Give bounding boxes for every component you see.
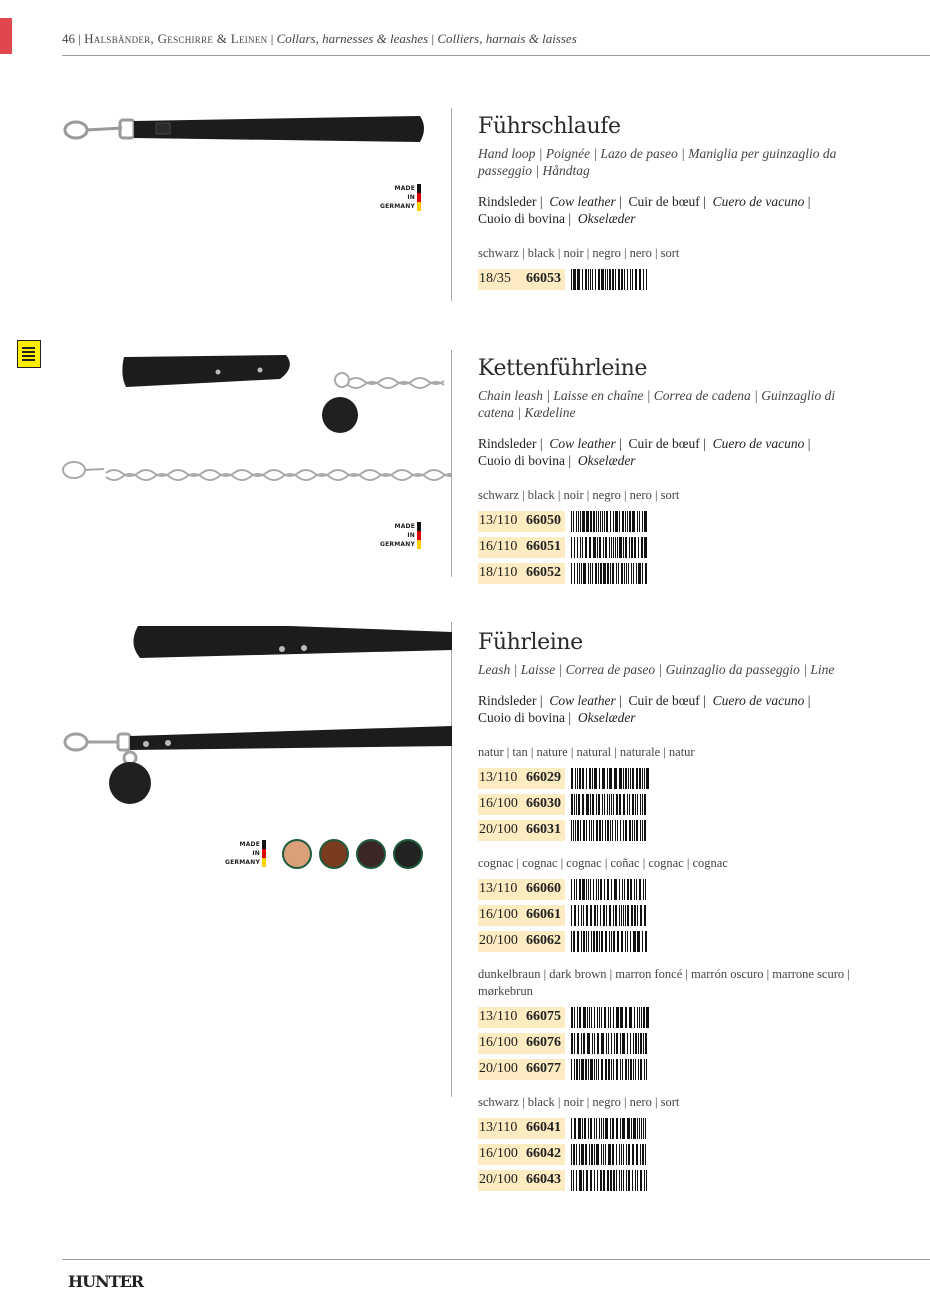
barcode <box>571 1007 649 1028</box>
barcode <box>571 1170 649 1191</box>
header-rule <box>62 55 930 56</box>
sku-item: 20/100 66077 <box>478 1058 668 1080</box>
header-fr: Colliers, harnais & laisses <box>437 31 577 46</box>
hunter-logo: HUNTER <box>68 1272 144 1291</box>
barcode <box>571 931 649 952</box>
swatch-tan[interactable] <box>282 839 312 869</box>
color-label: natur | tan | nature | natural | naturale | natur <box>478 745 695 759</box>
germany-flag-icon <box>417 522 421 549</box>
barcode <box>571 1059 649 1080</box>
sku-item: 18/110 66052 <box>478 562 668 584</box>
germany-flag-icon <box>417 184 421 211</box>
barcode <box>571 563 649 584</box>
barcode <box>571 511 649 532</box>
sku-item: 16/100 66030 <box>478 793 668 815</box>
color-label: cognac | cognac | cognac | coñac | cognac | cognac <box>478 856 728 870</box>
product-hand-loop <box>478 114 850 304</box>
header-en: Collars, harnesses & leashes <box>276 31 429 46</box>
sku-item: 16/110 66051 <box>478 536 668 558</box>
material-line: Rindsleder | Cow leather | Cuir de bœuf | Cuero de vacuno | Cuoio di bovina | Okselæder <box>478 194 814 226</box>
note-icon[interactable] <box>17 340 41 368</box>
running-header: 46 | Halsbänder, Geschirre & Leinen | Collars, harnesses & leashes | Colliers, harnais & laisses <box>62 31 577 46</box>
color-label: schwarz | black | noir | negro | nero | sort <box>478 1095 680 1109</box>
sku-item: 16/100 66061 <box>478 904 668 926</box>
sku-item: 13/110 66041 <box>478 1117 668 1139</box>
barcode <box>571 768 649 789</box>
sku-item: 16/100 66042 <box>478 1143 668 1165</box>
product-title: Führschlaufe <box>478 114 621 139</box>
sku-item: 18/35 66053 <box>478 268 668 290</box>
barcode <box>571 905 649 926</box>
material-line: Rindsleder | Cow leather | Cuir de bœuf | Cuero de vacuno | Cuoio di bovina | Okselæder <box>478 436 814 468</box>
swatch-black[interactable] <box>393 839 423 869</box>
sku-item: 13/110 66075 <box>478 1006 668 1028</box>
product-subtitle: Hand loop | Poignée | Lazo de paseo | Maniglia per guinzaglio da passeggio | Håndtag <box>478 146 837 178</box>
sku-item: 13/110 66029 <box>478 767 668 789</box>
color-label: schwarz | black | noir | negro | nero | sort <box>478 246 680 260</box>
barcode <box>571 1144 649 1165</box>
color-swatches <box>282 839 423 869</box>
barcode <box>571 794 649 815</box>
barcode <box>571 1118 649 1139</box>
barcode <box>571 879 649 900</box>
color-label: schwarz | black | noir | negro | nero | sort <box>478 488 680 502</box>
product-title: Führleine <box>478 630 583 655</box>
barcode <box>571 1033 649 1054</box>
made-in-germany-badge-3: MADE IN GERMANY <box>225 840 266 867</box>
sku-item: 13/110 66050 <box>478 510 668 532</box>
made-in-germany-badge-2: MADE IN GERMANY <box>380 522 421 549</box>
sku-item: 20/100 66043 <box>478 1169 668 1191</box>
page-number: 46 <box>62 31 75 46</box>
color-label: dunkelbraun | dark brown | marron foncé | marrón oscuro | marrone scuro | mørkebrun <box>478 967 850 998</box>
product-subtitle: Leash | Laisse | Correa de paseo | Guinzaglio da passeggio | Line <box>478 662 835 677</box>
header-de: Halsbänder, Geschirre & Leinen <box>84 31 268 46</box>
swatch-cognac[interactable] <box>319 839 349 869</box>
product-leash <box>478 630 850 1205</box>
material-line: Rindsleder | Cow leather | Cuir de bœuf | Cuero de vacuno | Cuoio di bovina | Okselæder <box>478 693 814 725</box>
chain-leash-image <box>60 345 452 495</box>
page-tab-marker <box>0 18 12 54</box>
made-in-germany-badge-1: MADE IN GERMANY <box>380 184 421 211</box>
swatch-dark-brown[interactable] <box>356 839 386 869</box>
divider-1 <box>451 108 452 301</box>
sku-item: 20/100 66031 <box>478 819 668 841</box>
footer-rule <box>62 1259 930 1260</box>
germany-flag-icon <box>262 840 266 867</box>
barcode <box>571 269 649 290</box>
sku-item: 20/100 66062 <box>478 930 668 952</box>
hand-loop-image <box>60 108 430 156</box>
barcode <box>571 820 649 841</box>
barcode <box>571 537 649 558</box>
product-subtitle: Chain leash | Laisse en chaîne | Correa de cadena | Guinzaglio di catena | Kædeline <box>478 388 836 420</box>
sku-item: 16/100 66076 <box>478 1032 668 1054</box>
leash-image <box>60 618 452 808</box>
product-title: Kettenführleine <box>478 356 648 381</box>
sku-item: 13/110 66060 <box>478 878 668 900</box>
product-chain-leash <box>478 356 850 598</box>
